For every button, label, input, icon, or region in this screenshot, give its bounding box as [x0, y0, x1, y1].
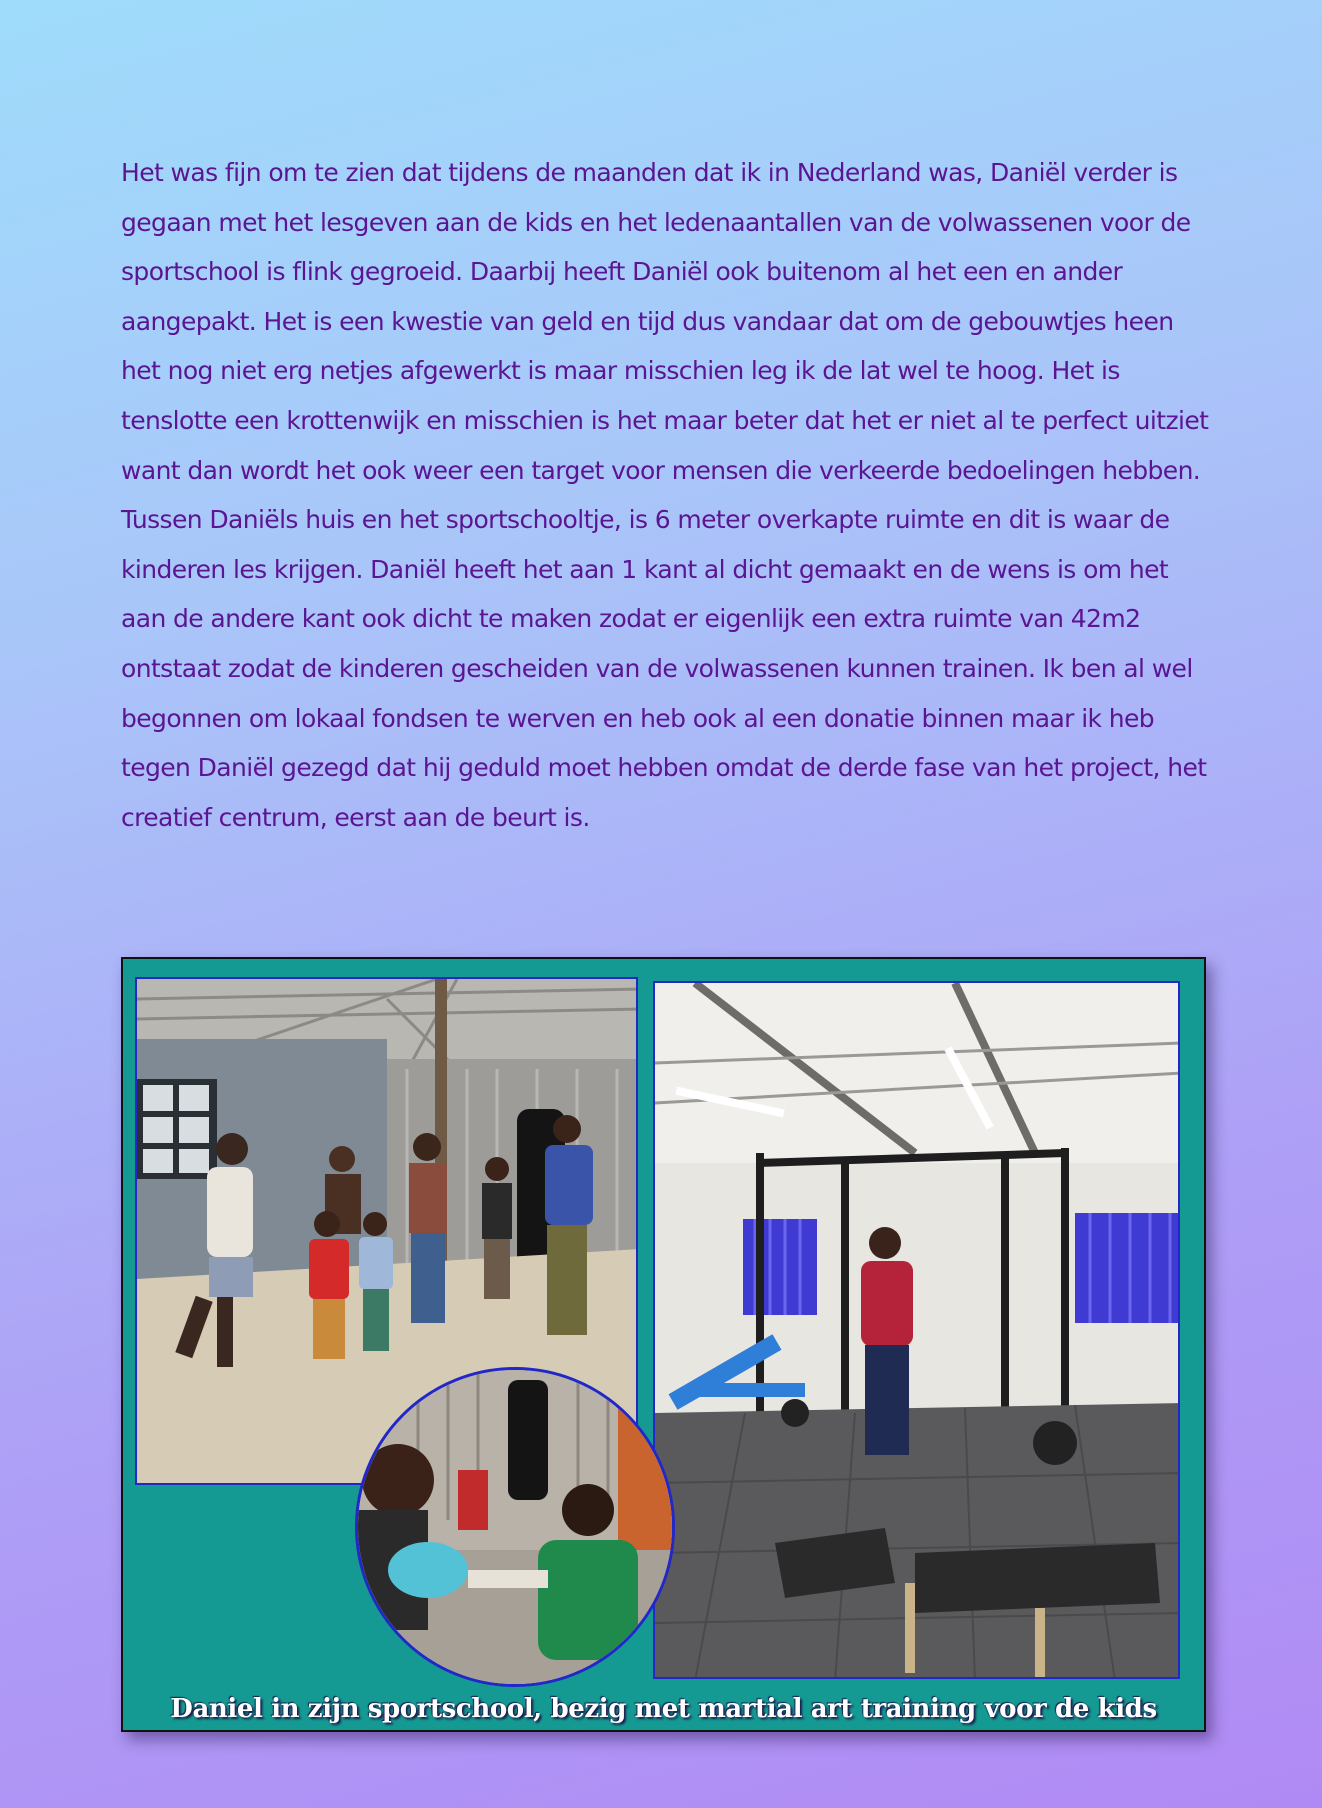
collage-caption: Daniel in zijn sportschool, bezig met martial art training voor de kids	[170, 1694, 1157, 1724]
photo-collage	[121, 957, 1206, 1732]
martial-art-inset-photo	[355, 1367, 675, 1687]
gym-photo	[653, 981, 1180, 1679]
story-text	[121, 148, 1211, 842]
paragraph-2: Tussen Daniëls huis en het sportschooltje, is 6 meter overkapte ruimte en dit is waar de kinderen les krijgen. Daniël heeft het aan 1 kant al dicht gemaakt en de wens is om het aan de andere kant ook dicht te maken zodat er eigenlijk een extra ruimte van 42m2 ontstaat zodat de kinderen gescheiden van de volwassenen kunnen trainen. Ik ben al wel begonnen om lokaal fondsen te werven en heb ook al een donatie binnen maar ik heb tegen Daniël gezegd dat hij geduld moet hebben omdat de derde fase van het project, het creatief centrum, eerst aan de beurt is.	[121, 505, 1207, 832]
paragraph-1: Het was fijn om te zien dat tijdens de maanden dat ik in Nederland was, Daniël verder is gegaan met het lesgeven aan de kids en het ledenaantallen van de volwassenen voor de sportschool is flink gegroeid. Daarbij heeft Daniël ook buitenom al het een en ander aangepakt. Het is een kwestie van geld en tijd dus vandaar dat om de gebouwtjes heen het nog niet erg netjes afgewerkt is maar misschien leg ik de lat wel te hoog. Het is tenslotte een krottenwijk en misschien is het maar beter dat het er niet al te perfect uitziet want dan wordt het ook weer een target voor mensen die verkeerde bedoelingen hebben.	[121, 158, 1209, 485]
